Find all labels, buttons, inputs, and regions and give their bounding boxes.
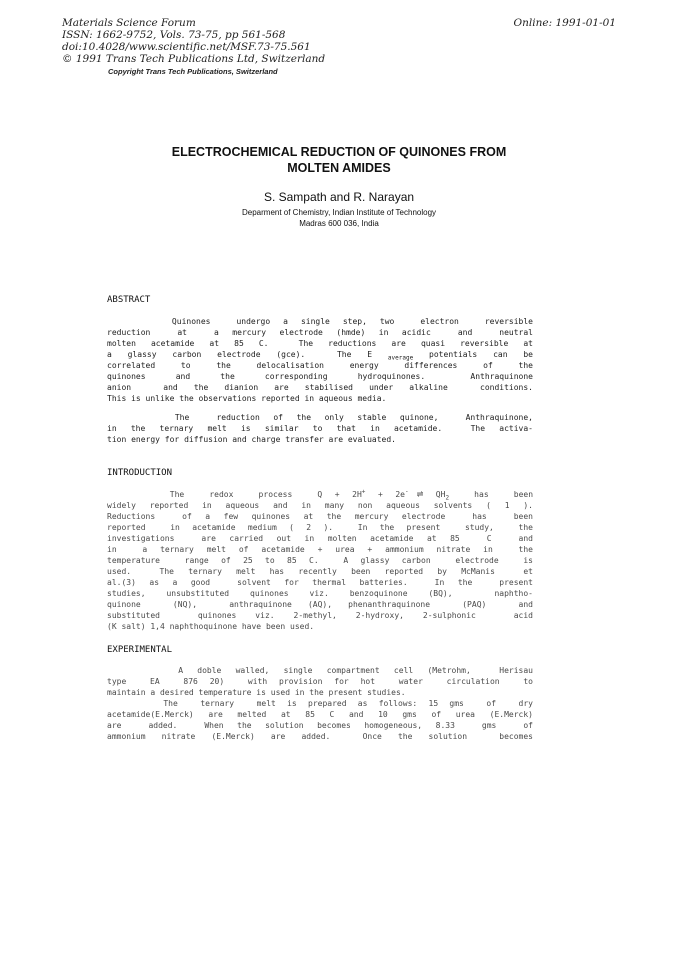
- abstract-paragraph-2: [107, 412, 533, 445]
- experimental-heading: EXPERIMENTAL: [107, 645, 173, 655]
- text-line: used. The ternary melt has recently been reported by McManis et: [107, 567, 533, 576]
- affiliation-line: Deparment of Chemistry, Indian Institute of Technology: [241, 208, 437, 217]
- text-line: Reductions of a few quinones at the mercury electrode has been: [107, 512, 533, 521]
- text-line: in the ternary melt is similar to that in acetamide. The activa-: [107, 424, 533, 433]
- text-line: reported in acetamide medium ( 2 ). In the present study, the: [107, 523, 533, 532]
- text-line: widely reported in aqueous and in many non aqueous solvents ( 1 ).: [107, 501, 533, 510]
- abstract-heading: ABSTRACT: [107, 295, 151, 305]
- text-line: are added. When the solution becomes homogeneous, 8.33 gms of: [107, 721, 533, 730]
- text-line: substituted quinones viz. 2-methyl, 2-hydroxy, 2-sulphonic acid: [107, 611, 533, 620]
- issn-line: ISSN: 1662-9752, Vols. 73-75, pp 561-568: [62, 29, 286, 41]
- text-line: The reduction of the only stable quinone, Anthraquinone,: [107, 413, 533, 422]
- title-line: MOLTEN AMIDES: [287, 161, 391, 175]
- introduction-heading: INTRODUCTION: [107, 468, 173, 478]
- text-line: Quinones undergo a single step, two electron reversible: [107, 317, 533, 326]
- text-line: quinones and the corresponding hydroquinones. Anthraquinone: [107, 372, 533, 381]
- equilibrium-arrow: ⇌: [416, 487, 424, 500]
- text-line: temperature range of 25 to 85 C. A glassy carbon electrode is: [107, 556, 533, 565]
- text-line: reduction at a mercury electrode (hmde) in acidic and neutral: [107, 328, 533, 337]
- affiliation-line: Madras 600 036, India: [299, 219, 379, 228]
- text-line: The ternary melt is prepared as follows: 15 gms of dry: [107, 699, 533, 708]
- text-line: studies, unsubstituted quinones viz. benzoquinone (BQ), naphtho-: [107, 589, 533, 598]
- introduction-paragraph: [107, 488, 533, 632]
- text-line: anion and the dianion are stabilised under alkaline conditions.: [107, 383, 533, 392]
- copyright-line: © 1991 Trans Tech Publications Ltd, Switzerland: [62, 53, 326, 65]
- text-line: molten acetamide at 85 C. The reductions are quasi reversible at: [107, 339, 533, 348]
- journal-citation: [62, 17, 325, 65]
- text-line: (K salt) 1,4 naphthoquinone have been used.: [107, 622, 315, 631]
- copyright-stamp: Copyright Trans Tech Publications, Switzerland: [108, 67, 278, 76]
- text-line: in a ternary melt of acetamide + urea + ammonium nitrate in the: [107, 545, 533, 554]
- paper-title: [0, 144, 678, 176]
- abstract-paragraph-1: [107, 316, 533, 404]
- text-line: quinone (NQ), anthraquinone (AQ), phenanthraquinone (PAQ) and: [107, 600, 533, 609]
- online-date: Online: 1991-01-01: [513, 17, 616, 29]
- text-line: tion energy for diffusion and charge transfer are evaluated.: [107, 435, 396, 444]
- text-line: maintain a desired temperature is used in the present studies.: [107, 688, 406, 697]
- text-line: al.(3) as a good solvent for thermal batteries. In the present: [107, 578, 533, 587]
- reaction-line: The redox process Q + 2H+ + 2e- ⇌ $QH_2$ has been: [107, 487, 534, 502]
- text-line: This is unlike the observations reported in aqueous media.: [107, 394, 387, 403]
- text-line: type EA 876 20) with provision for hot water circulation to: [107, 677, 533, 686]
- experimental-paragraph: [107, 665, 533, 742]
- authors: S. Sampath and R. Narayan: [263, 190, 415, 204]
- text-line: a glassy carbon electrode (gce). The E $_{average}$ potentials can be: [107, 350, 533, 362]
- text-line: A doble walled, single compartment cell (Metrohm, Herisau: [107, 666, 533, 675]
- text-line: ammonium nitrate (E.Merck) are added. Once the solution becomes: [107, 732, 533, 741]
- text-line: correlated to the delocalisation energy differences of the: [107, 361, 533, 370]
- journal-name: Materials Science Forum: [62, 17, 196, 29]
- title-line: ELECTROCHEMICAL REDUCTION OF QUINONES FROM: [171, 145, 507, 159]
- text-line: acetamide(E.Merck) are melted at 85 C and 10 gms of urea (E.Merck): [107, 710, 533, 719]
- affiliation: [0, 207, 678, 229]
- doi-line: doi:10.4028/www.scientific.net/MSF.73-75.561: [62, 41, 311, 53]
- text-line: investigations are carried out in molten acetamide at 85 C and: [107, 534, 533, 543]
